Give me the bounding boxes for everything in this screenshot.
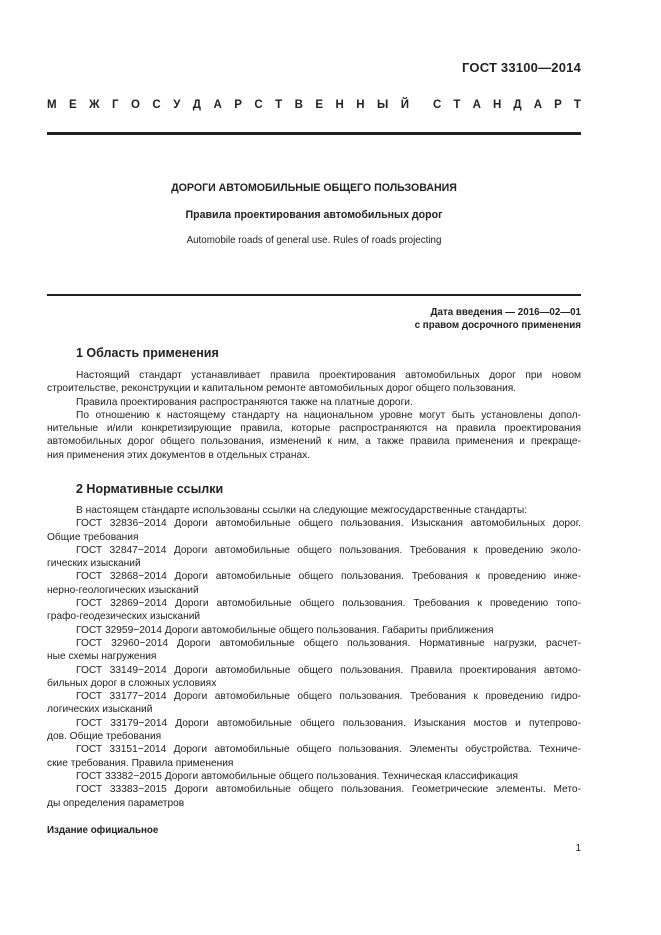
letter: С [152, 99, 161, 111]
letter: О [131, 99, 140, 111]
letter: М [47, 99, 57, 111]
section-2-line: ГОСТ 32959−2014 Дороги автомобильные общего пользования. Габариты приближения [76, 624, 494, 636]
page-number: 1 [575, 843, 581, 854]
section-2-line: ГОСТ 33179−2014 Дороги автомобильные общего пользования. Изыскания мостов и путепрово- [76, 717, 581, 729]
section-2-line: ГОСТ 33382−2015 Дороги автомобильные общего пользования. Техническая классификация [76, 770, 519, 782]
section-2-line: нерно-геологических изысканий [47, 584, 199, 596]
letter: У [173, 99, 181, 111]
section-2-line: ГОСТ 33177−2014 Дороги автомобильные общего пользования. Требования к проведению гидро- [76, 691, 581, 703]
section-2-line: ГОСТ 32868−2014 Дороги автомобильные общего пользования. Требования к проведению инже- [76, 571, 581, 583]
section-2-heading: 2 Нормативные ссылки [76, 482, 224, 496]
section-1-line: Правила проектирования распространяются также на платные дороги. [76, 396, 413, 408]
letter: Д [192, 99, 201, 111]
section-2-body [47, 504, 581, 810]
letter: Н [492, 99, 502, 111]
introduction-date [415, 306, 581, 332]
official-edition-note: Издание официальное [47, 825, 159, 836]
introduction-date-line: Дата введения — 2016—02—01 [430, 307, 581, 318]
section-2-line: логических изысканий [47, 704, 153, 716]
section-2-line: ГОСТ 32847−2014 Дороги автомобильные общего пользования. Требования к проведению эколо- [76, 544, 581, 556]
section-2-line: ные схемы нагружения [47, 651, 157, 663]
letter: С [254, 99, 263, 111]
section-2-line: ГОСТ 33151−2014 Дороги автомобильные общего пользования. Элементы обустройства. Техниче- [76, 744, 581, 756]
title-rule [47, 294, 581, 296]
section-1-line: строительстве, реконструкции и капитальном ремонте автомобильных дорог общего пользования. [47, 383, 517, 395]
letter: Ж [89, 99, 100, 111]
section-2-line: бильных дорог в сложных условиях [47, 677, 217, 689]
standard-kind-word2 [433, 99, 581, 111]
letter: С [433, 99, 442, 111]
letter: Н [356, 99, 365, 111]
section-2-line: Общие требования [47, 531, 139, 543]
document-title: ДОРОГИ АВТОМОБИЛЬНЫЕ ОБЩЕГО ПОЛЬЗОВАНИЯ [171, 182, 457, 194]
letter: В [294, 99, 303, 111]
section-1-heading: 1 Область применения [76, 346, 219, 360]
section-1-line: нительные и/или конкретизирующие правила, которые распространяются на правила проектирования [47, 423, 581, 435]
section-1-line: Настоящий стандарт устанавливает правила проектирования автомобильных дорог при новом [76, 370, 581, 381]
letter: Д [513, 99, 522, 111]
section-1-line: По отношению к настоящему стандарту на национальном уровне могут быть установлены допол- [76, 409, 581, 421]
section-2-line: ГОСТ 32869−2014 Дороги автомобильные общего пользования. Требования к проведению топо- [76, 598, 581, 610]
section-2-line: графо-геодезических изысканий [47, 611, 201, 623]
section-2-line: гических изысканий [47, 558, 141, 570]
letter: Н [335, 99, 344, 111]
section-2-line: дов. Общие требования [47, 731, 162, 743]
letter: Р [234, 99, 242, 111]
standard-kind-word1 [47, 99, 409, 111]
section-2-line: ГОСТ 33149−2014 Дороги автомобильные общего пользования. Правила проектирования автомо- [76, 664, 581, 676]
letter: Г [112, 99, 119, 111]
document-subtitle: Правила проектирования автомобильных дорог [185, 209, 443, 221]
section-2-line: ГОСТ 33383−2015 Дороги автомобильные общего пользования. Геометрические элементы. Мето- [76, 784, 581, 796]
letter: А [213, 99, 222, 111]
early-application-line: с правом досрочного применения [414, 320, 581, 331]
letter: А [472, 99, 481, 111]
letter: Р [554, 99, 562, 111]
letter: Т [275, 99, 283, 111]
letter: Т [573, 99, 581, 111]
document-number: ГОСТ 33100—2014 [462, 60, 581, 75]
section-2-line: ГОСТ 32960−2014 Дороги автомобильные общего пользования. Нормативные нагрузки, расчет- [76, 637, 581, 649]
section-2-line: ские требования. Правила применения [47, 757, 234, 769]
letter: Т [453, 99, 461, 111]
letter: Е [315, 99, 324, 111]
standard-kind [47, 99, 581, 111]
section-2-line: В настоящем стандарте использованы ссылки на следующие межгосударственные стандарты: [76, 505, 528, 516]
document-title-english: Automobile roads of general use. Rules of roads projecting [186, 235, 442, 246]
section-1-line: автомобильных дорог общего пользования, изменений к ним, а также правила применения и прекраще- [47, 436, 581, 448]
section-2-line: ды определения параметров [47, 797, 185, 809]
header-rule [47, 132, 581, 135]
section-1-body [47, 369, 581, 462]
section-1-line: ния применения этих документов в отдельных странах. [47, 449, 311, 461]
section-2-line: ГОСТ 32836−2014 Дороги автомобильные общего пользования. Изыскания автомобильных дорог. [76, 518, 581, 530]
letter: А [533, 99, 543, 111]
letter: Е [69, 99, 77, 111]
letter: Ы [377, 99, 389, 111]
letter: Й [400, 99, 409, 111]
